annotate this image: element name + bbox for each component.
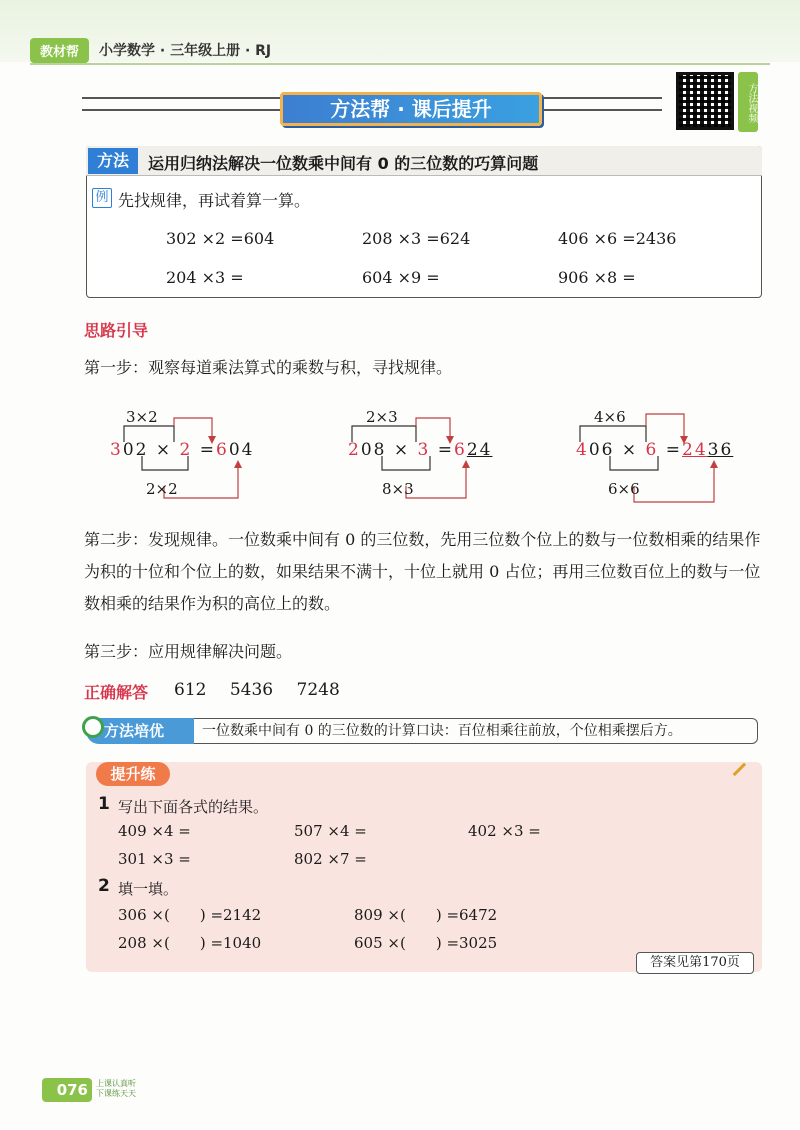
bottom-label: 6×6 <box>608 480 640 498</box>
example-equation: 406 ×6 =2436 <box>558 229 677 248</box>
answer-values <box>174 680 358 700</box>
answer-value: 5436 <box>229 680 274 700</box>
diagram-equation: 208 × 3 =624 <box>348 440 493 460</box>
top-label: 3×2 <box>126 408 158 426</box>
example-equation: 208 ×3 =624 <box>362 229 471 248</box>
tip-text: 一位数乘中间有 0 的三位数的计算口诀：百位相乘往前放，个位相乘摆后方。 <box>194 718 758 744</box>
header-rule <box>30 63 770 65</box>
top-label: 2×3 <box>366 408 398 426</box>
example-text: 先找规律，再试着算一算。 <box>118 191 311 210</box>
guide-label: 思路引导 <box>84 321 149 340</box>
example-tag: 例 <box>92 188 112 208</box>
answer-value: 7248 <box>296 680 340 700</box>
exercise-item[interactable]: 802 ×7 = <box>294 850 367 868</box>
magnifier-icon <box>82 716 104 738</box>
exercise-item[interactable]: 402 ×3 = <box>468 822 541 840</box>
method-title: 运用归纳法解决一位数乘中间有 0 的三位数的巧算问题 <box>148 154 539 173</box>
page-note: 上课认真听 下课练天天 <box>96 1079 136 1098</box>
question-number: 1 <box>98 794 110 814</box>
exercise-item[interactable]: 605 ×( ) =3025 <box>354 934 498 952</box>
brand-tag: 教材帮 <box>30 38 89 63</box>
pattern-diagram <box>574 392 794 512</box>
answer-label: 正确解答 <box>84 683 149 702</box>
step-three: 第三步：应用规律解决问题。 <box>84 642 293 661</box>
question-text: 写出下面各式的结果。 <box>118 798 269 816</box>
exercise-item[interactable]: 208 ×( ) =1040 <box>118 934 262 952</box>
section-banner: 方法帮 · 课后提升 <box>280 92 542 126</box>
exercise-item[interactable]: 306 ×( ) =2142 <box>118 906 262 924</box>
answer-value: 612 <box>174 680 207 700</box>
bottom-label: 8×3 <box>382 480 414 498</box>
top-label: 4×6 <box>594 408 626 426</box>
question-number: 2 <box>98 876 110 896</box>
example-equation: 204 ×3 = <box>166 268 244 287</box>
example-equation: 604 ×9 = <box>362 268 440 287</box>
book-title: 小学数学 · 三年级上册 · RJ <box>99 43 272 59</box>
exercise-item[interactable]: 507 ×4 = <box>294 822 367 840</box>
video-tag[interactable]: 方法视频 <box>738 72 758 132</box>
exercise-item[interactable]: 809 ×( ) =6472 <box>354 906 498 924</box>
tip-tag: 方法培优 <box>86 718 194 744</box>
page-number: 076 <box>42 1078 92 1102</box>
qr-code-icon[interactable] <box>676 72 734 130</box>
answer-reference: 答案见第170页 <box>636 952 754 974</box>
question-text: 填一填。 <box>118 880 179 898</box>
example-equation: 302 ×2 =604 <box>166 229 275 248</box>
bottom-label: 2×2 <box>146 480 178 498</box>
method-tag: 方法 <box>88 148 138 174</box>
example-equation: 906 ×8 = <box>558 268 636 287</box>
pattern-diagram <box>104 392 324 512</box>
diagram-equation: 406 × 6 =2436 <box>576 440 734 460</box>
step-two: 第二步：发现规律。一位数乘中间有 0 的三位数，先用三位数个位上的数与一位数相乘的结果作为积的十位和个位上的数，如果结果不满十，十位上就用 0 占位；再用三位数百位上的数与一位数相乘的结果作为积的高位上的数。 <box>84 530 761 613</box>
exercise-item[interactable]: 409 ×4 = <box>118 822 191 840</box>
pattern-diagram <box>344 392 564 512</box>
diagram-equation: 302 × 2 =604 <box>110 440 255 460</box>
exercise-item[interactable]: 301 ×3 = <box>118 850 191 868</box>
step-one: 第一步：观察每道乘法算式的乘数与积，寻找规律。 <box>84 358 453 377</box>
header-bar <box>30 38 770 62</box>
practice-tag: 提升练 <box>96 762 170 786</box>
